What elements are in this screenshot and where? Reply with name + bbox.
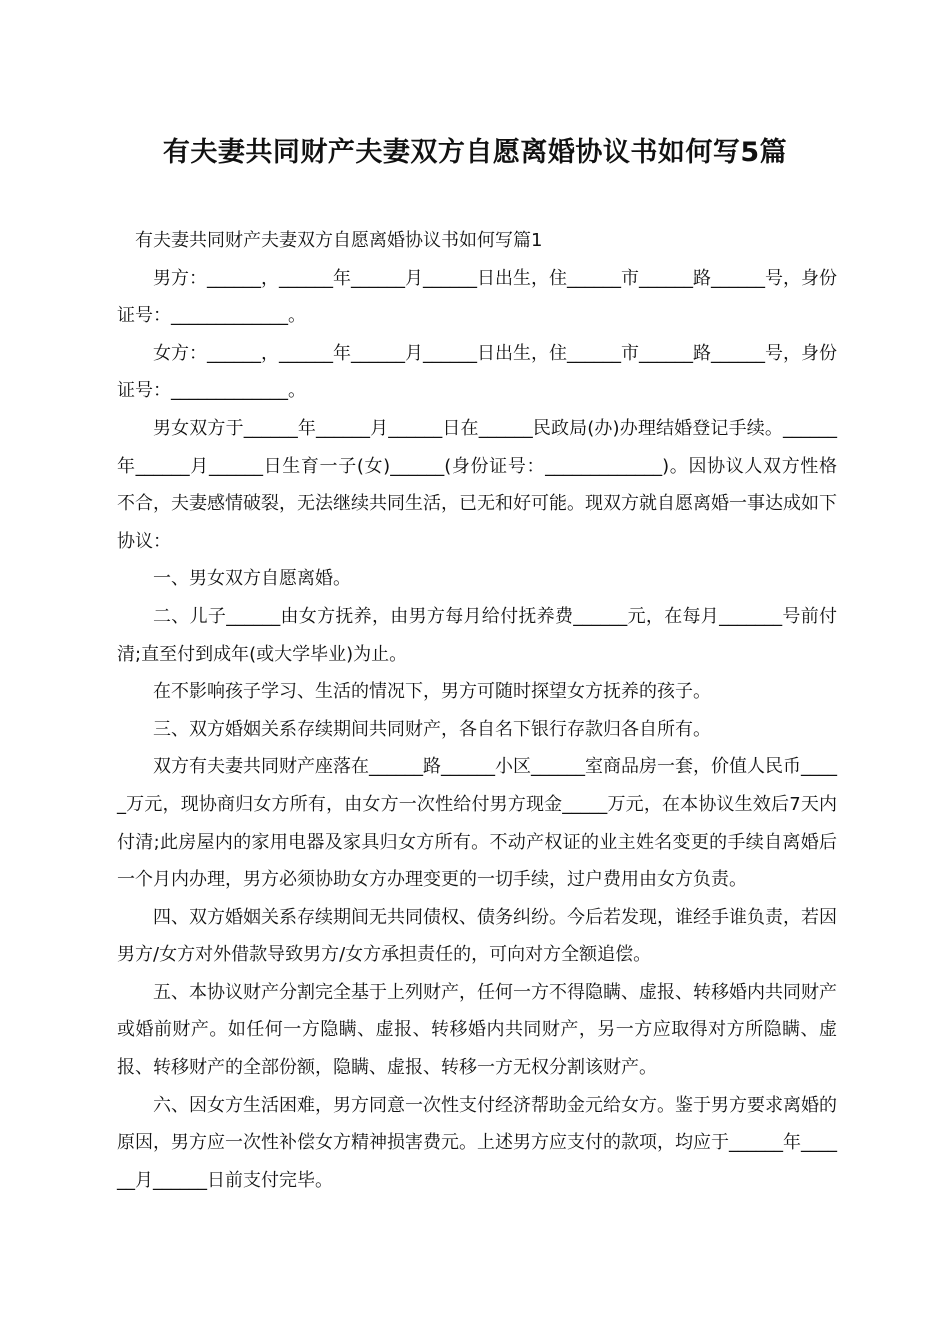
clause-1: 一、男女双方自愿离婚。 — [153, 568, 351, 590]
female-party-info: 女方：______，______年______月______日出生，住______市______路______号，身份证号：_____________。 — [117, 342, 837, 402]
document-title: 有夫妻共同财产夫妻双方自愿离婚协议书如何写5篇 — [162, 137, 788, 168]
clause-6: 六、因女方生活困难，男方同意一次性支付经济帮助金元给女方。鉴于男方要求离婚的原因，男方应一次性补偿女方精神损害费元。上述男方应支付的款项，均应于______年______月______日前支付完毕。 — [117, 1094, 837, 1191]
clause-2: 二、儿子______由女方抚养，由男方每月给付抚养费______元，在每月_______号前付清;直至付到成年(或大学毕业)为止。 — [117, 605, 837, 665]
clause-2-visitation: 在不影响孩子学习、生活的情况下，男方可随时探望女方抚养的孩子。 — [153, 681, 711, 703]
marriage-background-paragraph: 男女双方于______年______月______日在______民政局(办)办理结婚登记手续。______年______月______日生育一子(女)______(身份证号：_____________)。因协议人双方性格不合，夫妻感情破裂，无法继续共同生活，已无和好可能。现双方就自愿离婚一事达成如下协议： — [117, 417, 837, 552]
section-heading: 有夫妻共同财产夫妻双方自愿离婚协议书如何写篇1 — [135, 230, 543, 251]
clause-3: 三、双方婚姻关系存续期间共同财产，各自名下银行存款归各自所有。 — [153, 718, 711, 740]
male-party-info: 男方：______，______年______月______日出生，住______市______路______号，身份证号：_____________。 — [117, 267, 837, 327]
clause-3-property: 双方有夫妻共同财产座落在______路______小区______室商品房一套，价值人民币_____万元，现协商归女方所有，由女方一次性给付男方现金_____万元，在本协议生效后7天内付清;此房屋内的家用电器及家具归女方所有。不动产权证的业主姓名变更的手续自离婚后一个月内办理，男方必须协助女方办理变更的一切手续，过户费用由女方负责。 — [117, 756, 837, 891]
clause-5: 五、本协议财产分割完全基于上列财产，任何一方不得隐瞒、虚报、转移婚内共同财产或婚前财产。如任何一方隐瞒、虚报、转移婚内共同财产，另一方应取得对方所隐瞒、虚报、转移财产的全部份额，隐瞒、虚报、转移一方无权分割该财产。 — [117, 981, 837, 1079]
clause-4: 四、双方婚姻关系存续期间无共同债权、债务纠纷。今后若发现，谁经手谁负责，若因男方/女方对外借款导致男方/女方承担责任的，可向对方全额追偿。 — [117, 906, 837, 966]
document-body — [117, 222, 837, 1199]
